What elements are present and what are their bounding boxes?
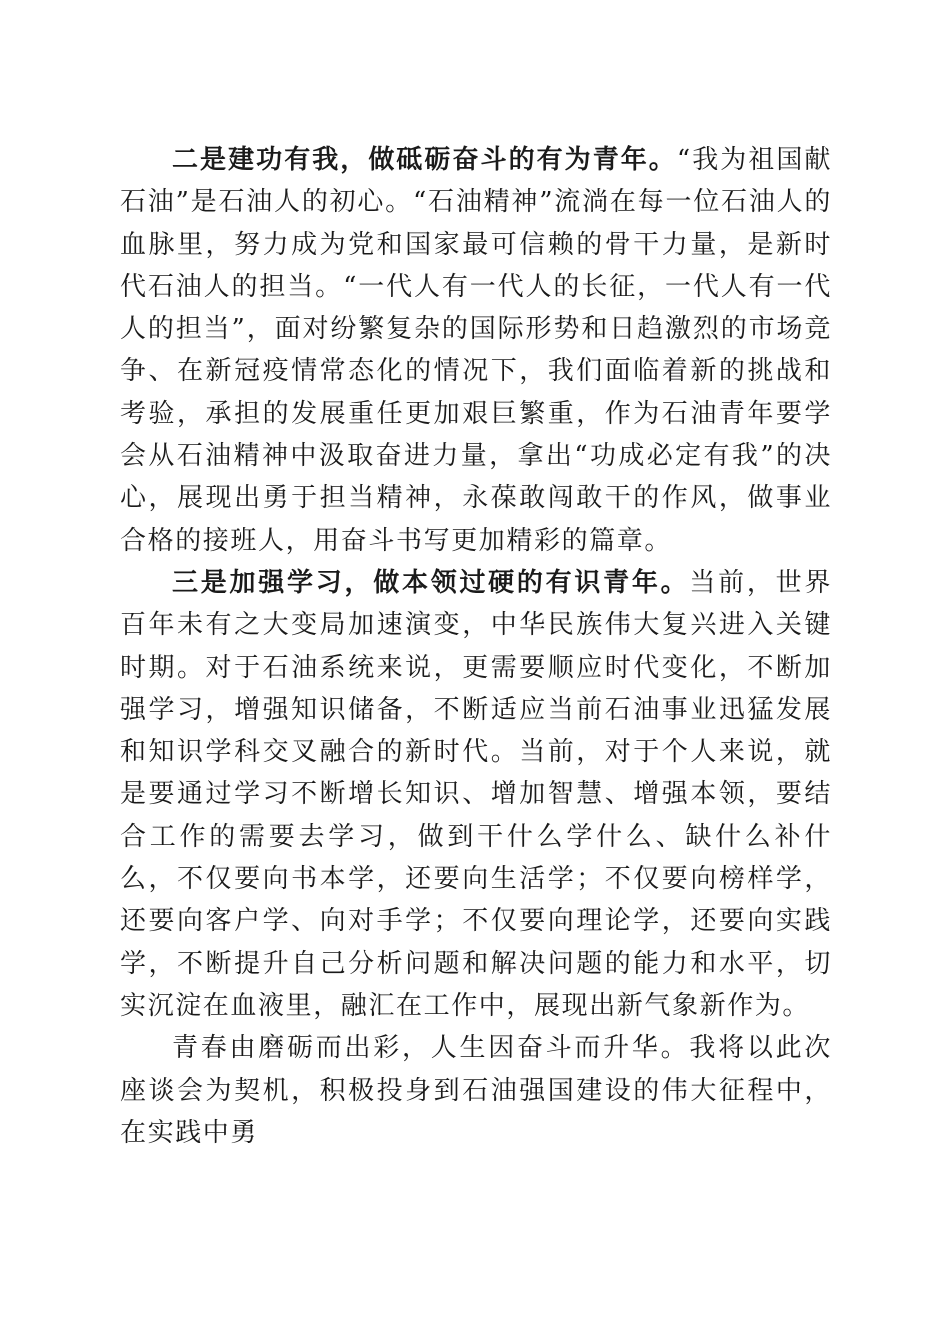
paragraph-conclusion [120,1027,832,1154]
paragraph-xuexi [120,562,832,1027]
paragraph-body: 青春由磨砺而出彩，人生因奋斗而升华。我将以此次座谈会为契机，积极投身到石油强国建设的伟大征程中，在实践中勇 [120,1033,832,1148]
paragraph-body: “我为祖国献石油”是石油人的初心。“石油精神”流淌在每一位石油人的血脉里，努力成为党和国家最可信赖的骨干力量，是新时代石油人的担当。“一代人有一代人的长征，一代人有一代人的担当”，面对纷繁复杂的国际形势和日趋激烈的市场竞争、在新冠疫情常态化的情况下，我们面临着新的挑战和考验，承担的发展重任更加艰巨繁重，作为石油青年要学会从石油精神中汲取奋进力量，拿出“功成必定有我”的决心，展现出勇于担当精神，永葆敢闯敢干的作风，做事业合格的接班人，用奋斗书写更加精彩的篇章。 [120,145,832,556]
paragraph-lead: 二是建功有我，做砥砺奋斗的有为青年。 [172,145,677,175]
paragraph-body: 当前，世界百年未有之大变局加速演变，中华民族伟大复兴进入关键时期。对于石油系统来说，更需要顺应时代变化，不断加强学习，增强知识储备，不断适应当前石油事业迅猛发展和知识学科交叉融合的新时代。当前，对于个人来说，就是要通过学习不断增长知识、增加智慧、增强本领，要结合工作的需要去学习，做到干什么学什么、缺什么补什么，不仅要向书本学，还要向生活学；不仅要向榜样学，还要向客户学、向对手学；不仅要向理论学，还要向实践学，不断提升自己分析问题和解决问题的能力和水平，切实沉淀在血液里，融汇在工作中，展现出新气象新作为。 [120,567,832,1021]
paragraph-lead: 三是加强学习，做本领过硬的有识青年。 [172,567,690,598]
document-page [120,139,832,1154]
paragraph-jiangong [120,139,832,562]
